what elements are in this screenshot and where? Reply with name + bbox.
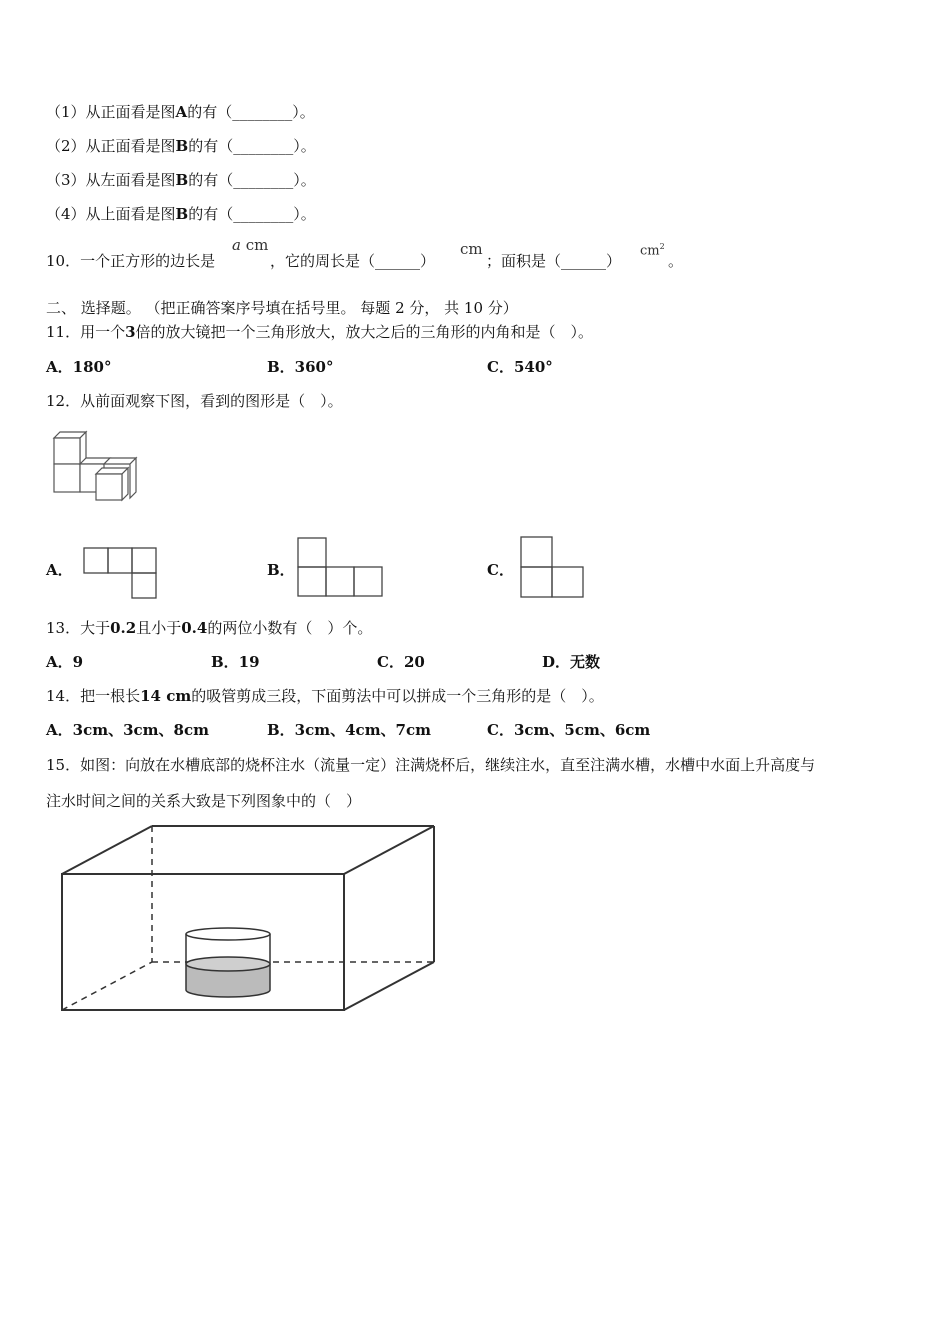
q10-perimeter-blank: ，它的周长是（______）: [270, 252, 436, 270]
q12-stem: 12．从前面观察下图，看到的图形是（ ）。: [46, 392, 343, 410]
q13-option-a[interactable]: A．9: [46, 653, 84, 671]
q10-side-length: a cm: [232, 236, 269, 254]
q15-line-1: 15．如图：向放在水槽底部的烧杯注水（流量一定）注满烧杯后，继续注水，直至注满水槽，水槽中水面上升高度与: [46, 756, 816, 774]
q9-part-4: （4）从上面看是图B的有（________）。: [46, 205, 316, 223]
q12-option-a[interactable]: A．: [46, 561, 73, 579]
q10-end: 。: [668, 252, 684, 270]
q10-prefix: 10．一个正方形的边长是: [46, 252, 216, 270]
q12-option-c[interactable]: C．: [487, 561, 514, 579]
q9-part-3: （3）从左面看是图B的有（________）。: [46, 171, 316, 189]
q13-option-d[interactable]: D．无数: [542, 653, 601, 671]
q12-option-a-figure: [83, 547, 159, 601]
beaker-shape: [186, 928, 270, 997]
q12-option-b-figure: [297, 537, 385, 599]
q11-stem: 11．用一个3倍的放大镜把一个三角形放大，放大之后的三角形的内角和是（ ）。: [46, 323, 594, 341]
q13-option-b[interactable]: B．19: [211, 653, 260, 671]
q11-option-a[interactable]: A．180°: [46, 358, 112, 376]
q12-option-c-figure: [520, 536, 586, 600]
q9-part-1: （1）从正面看是图A的有（________）。: [46, 103, 315, 121]
q11-option-b[interactable]: B．360°: [267, 358, 334, 376]
q11-option-c[interactable]: C．540°: [487, 358, 553, 376]
q14-option-c[interactable]: C．3cm、5cm、6cm: [487, 721, 651, 739]
q10-unit-cm2: $cm^2$: [640, 242, 665, 259]
q13-stem: 13．大于0.2且小于0.4的两位小数有（ ）个。: [46, 619, 373, 637]
q9-part-2: （2）从正面看是图B的有（________）。: [46, 137, 316, 155]
q15-line-2: 注水时间之间的关系大致是下列图象中的（ ）: [46, 792, 362, 810]
q14-option-a[interactable]: A．3cm、3cm、8cm: [46, 721, 209, 739]
q14-stem: 14．把一根长14 cm的吸管剪成三段，下面剪法中可以拼成一个三角形的是（ ）。: [46, 687, 604, 705]
q12-option-b[interactable]: B．: [267, 561, 295, 579]
q14-option-b[interactable]: B．3cm、4cm、7cm: [267, 721, 432, 739]
q12-cube-figure: [50, 428, 142, 504]
section2-title: 二、 选择题。 （把正确答案序号填在括号里。 每题 2 分， 共 10 分）: [46, 299, 518, 317]
q10-area-blank: ；面积是（______）: [486, 252, 622, 270]
q13-option-c[interactable]: C．20: [377, 653, 425, 671]
q15-tank-figure: [46, 824, 438, 1014]
q10-unit-cm: cm: [460, 240, 483, 258]
